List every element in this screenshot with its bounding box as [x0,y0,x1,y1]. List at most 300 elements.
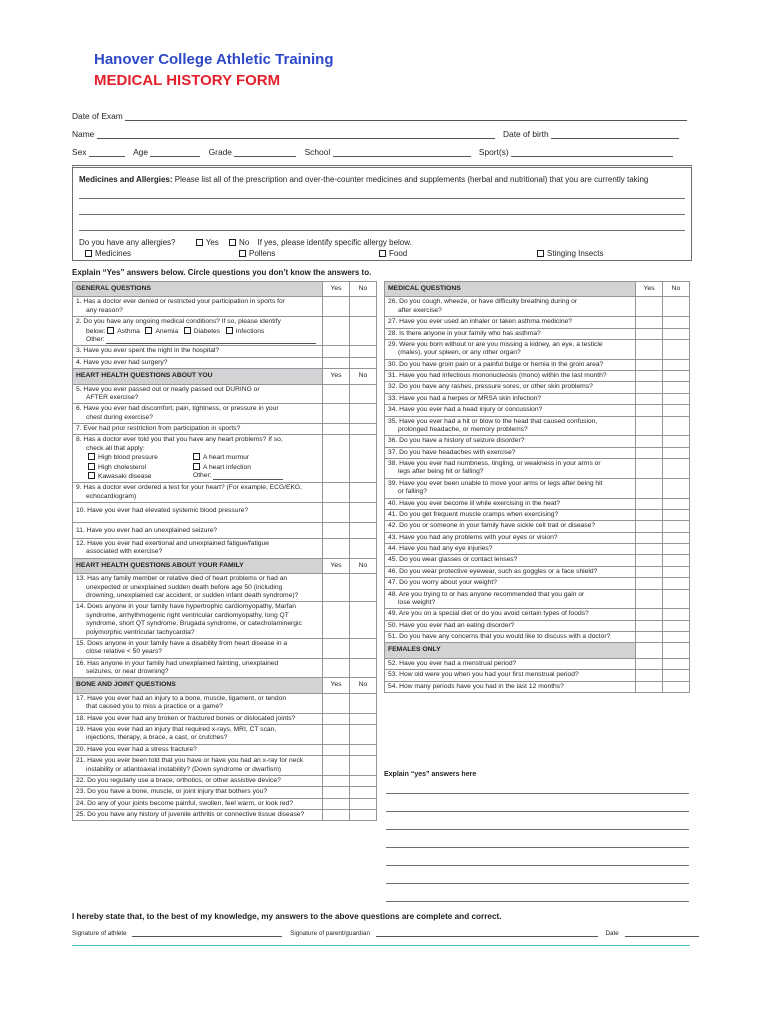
q6-text: 6. Have you ever had discomfort, pain, tightness, or pressure in your [76,405,279,413]
left-questions-table [72,281,377,821]
date-field[interactable] [625,930,699,937]
q54-no-cell[interactable] [663,681,690,692]
table-row [73,384,377,404]
answer-line-4[interactable] [386,847,689,848]
heart-infection-label: A heart infection [203,463,251,471]
grade-label: Grade [208,147,232,157]
table-row [385,382,690,393]
table-row [73,810,377,821]
q37-yes-cell[interactable] [636,447,663,458]
q25-yes-cell[interactable] [323,810,350,821]
q35-text: 35. Have you ever had a hit or blow to the head that caused confusion, [388,417,598,425]
q25-no-cell[interactable] [350,810,377,821]
q17-no-cell[interactable] [350,693,377,713]
q18-yes-cell[interactable] [323,713,350,724]
q16-text: 16. Has anyone in your family had unexplained fainting, unexplained [76,659,279,667]
q1-no-cell[interactable] [350,297,377,317]
q17-yes-cell[interactable] [323,693,350,713]
q45-no-cell[interactable] [663,555,690,566]
medical-no-header: No [663,282,690,297]
infections-label: Infections [235,327,265,335]
q9-no-cell[interactable] [350,483,377,503]
asthma-checkbox[interactable] [107,327,114,334]
q29-no-cell[interactable] [663,339,690,359]
sports-field[interactable] [511,148,673,157]
q39-text: 39. Have you ever been unable to move your arms or legs after being hit [388,479,603,487]
parent-signature-label: Signature of parent/guardian [290,930,370,937]
q19-yes-cell[interactable] [323,725,350,745]
athlete-signature-label: Signature of athlete [72,930,127,937]
q38-yes-cell[interactable] [636,459,663,479]
q32-yes-cell[interactable] [636,382,663,393]
q26-yes-cell[interactable] [636,297,663,317]
q26-no-cell[interactable] [663,297,690,317]
q10-yes-cell[interactable] [323,503,350,523]
family-header: HEART HEALTH QUESTIONS ABOUT YOUR FAMILY [73,558,323,573]
infections-checkbox[interactable] [226,327,233,334]
general-header: GENERAL QUESTIONS [73,282,323,297]
table-row [73,798,377,809]
q43-yes-cell[interactable] [636,532,663,543]
q40-text: 40. Have you ever become ill while exercising in the heat? [385,498,636,509]
q39-no-cell[interactable] [663,478,690,498]
q8-text-2: check all that apply: [86,444,145,452]
q1-text-2: any reason? [86,306,123,314]
bone-yes-header: Yes [323,678,350,693]
q51-yes-cell[interactable] [636,632,663,643]
kawasaki-label: Kawasaki disease [98,472,152,480]
q35-no-cell[interactable] [663,416,690,436]
q31-no-cell[interactable] [663,371,690,382]
q9-text: 9. Has a doctor ever ordered a test for your heart? (For example, ECG/EKG, [76,484,302,492]
no-header: No [350,282,377,297]
q39-text-2: or falling? [398,488,427,496]
q53-yes-cell[interactable] [636,670,663,681]
insects-checkbox[interactable] [537,250,544,257]
q42-yes-cell[interactable] [636,521,663,532]
q49-yes-cell[interactable] [636,609,663,620]
q29-yes-cell[interactable] [636,339,663,359]
q24-yes-cell[interactable] [323,798,350,809]
q5-no-cell[interactable] [350,384,377,404]
hbp-checkbox[interactable] [88,453,95,460]
medicines-line-2[interactable] [79,214,685,215]
q33-no-cell[interactable] [663,393,690,404]
allergy-no-checkbox[interactable] [229,239,236,246]
q5-text: 5. Have you ever passed out or nearly passed out DURING or [76,385,260,393]
q20-yes-cell[interactable] [323,744,350,755]
q33-yes-cell[interactable] [636,393,663,404]
medicines-checkbox[interactable] [85,250,92,257]
q29-text: 29. Were you born without or are you missing a kidney, an eye, a testicle [388,340,603,348]
q14-text-3: syndrome, short QT syndrome, Brugada syndrome, or catecholaminergic [86,620,302,628]
q9-yes-cell[interactable] [323,483,350,503]
name-label: Name [72,129,95,139]
age-field[interactable] [150,148,200,157]
q36-no-cell[interactable] [663,436,690,447]
q34-no-cell[interactable] [663,405,690,416]
dob-label: Date of birth [503,129,549,139]
answer-line-6[interactable] [386,883,689,884]
q33-text: 33. Have you had a herpes or MRSA skin infection? [385,393,636,404]
allergy-yes-checkbox[interactable] [196,239,203,246]
q12-text: 12. Have you ever had exertional and unexplained fatigue/fatigue [76,540,269,548]
q21-no-cell[interactable] [350,756,377,776]
table-row [385,681,690,692]
q13-yes-cell[interactable] [323,574,350,602]
q15-no-cell[interactable] [350,638,377,658]
q2-below: below: [86,327,106,335]
q50-yes-cell[interactable] [636,620,663,631]
table-row [385,521,690,532]
q5-yes-cell[interactable] [323,384,350,404]
table-row [73,317,377,346]
table-row [385,670,690,681]
q11-yes-cell[interactable] [323,523,350,539]
anemia-label: Anemia [155,327,179,335]
table-row [73,574,377,602]
q5-text-2: AFTER exercise? [86,393,139,401]
school-field[interactable] [333,148,471,157]
q31-yes-cell[interactable] [636,371,663,382]
parent-signature-field[interactable] [376,930,598,937]
q42-no-cell[interactable] [663,521,690,532]
q12-yes-cell[interactable] [323,539,350,559]
answer-line-1[interactable] [386,793,689,794]
females-no-header [663,643,690,658]
q23-yes-cell[interactable] [323,787,350,798]
q47-no-cell[interactable] [663,578,690,589]
q3-text: 3. Have you ever spent the night in the hospital? [73,346,323,357]
medicines-option: Medicines [95,249,132,258]
q41-text: 41. Do you get frequent muscle cramps when exercising? [385,509,636,520]
q1-text: 1. Has a doctor ever denied or restricted your participation in sports for [76,298,285,306]
q28-yes-cell[interactable] [636,328,663,339]
table-row [73,744,377,755]
q15-text-2: close relative < 50 years? [86,648,163,656]
q8-yes-cell[interactable] [323,435,350,483]
q19-no-cell[interactable] [350,725,377,745]
q48-text-2: lose weight? [398,598,436,606]
heart-infection-checkbox[interactable] [193,463,200,470]
q7-yes-cell[interactable] [323,424,350,435]
q36-yes-cell[interactable] [636,436,663,447]
answer-line-7[interactable] [386,901,689,902]
q16-yes-cell[interactable] [323,658,350,678]
cholesterol-checkbox[interactable] [88,463,95,470]
table-row [73,756,377,776]
q44-yes-cell[interactable] [636,544,663,555]
q6-yes-cell[interactable] [323,404,350,424]
q41-yes-cell[interactable] [636,509,663,520]
college-title: Hanover College Athletic Training [94,51,334,68]
table-row [385,405,690,416]
sex-field[interactable] [89,148,125,157]
q13-text: 13. Has any family member or relative died of heart problems or had an [76,575,288,583]
date-of-exam-row [72,111,687,121]
pollens-option: Pollens [249,249,276,258]
q34-yes-cell[interactable] [636,405,663,416]
q14-no-cell[interactable] [350,602,377,639]
heart-no-header: No [350,369,377,384]
q8-other-label: Other: [193,471,212,479]
q48-yes-cell[interactable] [636,589,663,609]
q19-text: 19. Have you ever had an injury that required x-rays, MRI, CT scan, [76,726,277,734]
q6-no-cell[interactable] [350,404,377,424]
q4-yes-cell[interactable] [323,357,350,368]
footer-rule [72,945,690,946]
answer-line-5[interactable] [386,865,689,866]
q46-no-cell[interactable] [663,566,690,577]
q39-yes-cell[interactable] [636,478,663,498]
q22-yes-cell[interactable] [323,775,350,786]
medicines-label: Medicines and Allergies: [79,175,173,184]
allergy-no-label: No [239,238,250,247]
q2-options [76,327,319,336]
medicines-line-3[interactable] [79,230,685,231]
q3-yes-cell[interactable] [323,346,350,357]
q48-no-cell[interactable] [663,589,690,609]
bone-no-header: No [350,678,377,693]
q24-text: 24. Do any of your joints become painful, swollen, feel warm, or look red? [73,798,323,809]
q27-no-cell[interactable] [663,317,690,328]
q12-no-cell[interactable] [350,539,377,559]
q41-no-cell[interactable] [663,509,690,520]
table-row [73,638,377,658]
dob-field[interactable] [551,130,679,139]
q23-no-cell[interactable] [350,787,377,798]
q52-text: 52. Have you ever had a menstrual period? [385,658,636,669]
name-row [72,129,679,139]
q2-no-cell[interactable] [350,317,377,346]
q21-yes-cell[interactable] [323,756,350,776]
age-label: Age [133,147,148,157]
q43-no-cell[interactable] [663,532,690,543]
q42-text: 42. Do you or someone in your family have sickle cell trait or disease? [385,521,636,532]
right-questions-table [384,281,690,693]
q50-no-cell[interactable] [663,620,690,631]
table-row [385,459,690,479]
heart-yes-header: Yes [323,369,350,384]
sex-label: Sex [72,147,87,157]
q26-text: 26. Do you cough, wheeze, or have difficulty breathing during or [388,298,578,306]
q1-yes-cell[interactable] [323,297,350,317]
q7-no-cell[interactable] [350,424,377,435]
q11-no-cell[interactable] [350,523,377,539]
q18-text: 18. Have you ever had any broken or fractured bones or dislocated joints? [73,713,323,724]
q44-no-cell[interactable] [663,544,690,555]
q20-text: 20. Have you ever had a stress fracture? [73,744,323,755]
q16-no-cell[interactable] [350,658,377,678]
q18-no-cell[interactable] [350,713,377,724]
name-field[interactable] [97,130,495,139]
q14-text-2: syndrome, arrhythmogenic right ventricular cardiomyopathy, long QT [86,611,289,619]
pollens-checkbox[interactable] [239,250,246,257]
table-row [385,498,690,509]
table-row [385,566,690,577]
kawasaki-checkbox[interactable] [88,472,95,479]
q22-no-cell[interactable] [350,775,377,786]
q40-yes-cell[interactable] [636,498,663,509]
q9-text-2: echocardiogram) [86,492,137,500]
table-row [73,602,377,639]
q4-text: 4. Have you ever had surgery? [73,357,323,368]
asthma-label: Asthma [117,327,140,335]
allergy-if-yes: If yes, please identify specific allergy below. [257,238,412,247]
q31-text: 31. Have you had infectious mononucleosis (mono) within the last month? [385,371,636,382]
q46-yes-cell[interactable] [636,566,663,577]
table-row [73,297,377,317]
hbp-label: High blood pressure [98,454,158,462]
table-row [385,339,690,359]
q54-text: 54. How many periods have you had in the last 12 months? [385,681,636,692]
q50-text: 50. Have you ever had an eating disorder? [385,620,636,631]
table-row [73,424,377,435]
table-row [385,297,690,317]
family-yes-header: Yes [323,558,350,573]
q25-text: 25. Do you have any history of juvenile arthritis or connective tissue disease? [73,810,323,821]
q2-yes-cell[interactable] [323,317,350,346]
murmur-label: A heart murmur [203,454,250,462]
q51-no-cell[interactable] [663,632,690,643]
table-row [73,725,377,745]
family-no-header: No [350,558,377,573]
grade-field[interactable] [234,148,296,157]
q24-no-cell[interactable] [350,798,377,809]
q3-no-cell[interactable] [350,346,377,357]
sports-label: Sport(s) [478,147,509,157]
q30-yes-cell[interactable] [636,359,663,370]
form-title: MEDICAL HISTORY FORM [94,72,281,89]
q52-no-cell[interactable] [663,658,690,669]
food-option: Food [389,249,408,258]
yes-header: Yes [323,282,350,297]
q29-text-2: (males), your spleen, or any other organ? [398,349,521,357]
q37-no-cell[interactable] [663,447,690,458]
q47-text: 47. Do you worry about your weight? [385,578,636,589]
q54-yes-cell[interactable] [636,681,663,692]
table-row [73,658,377,678]
table-row [385,532,690,543]
q14-yes-cell[interactable] [323,602,350,639]
table-row [73,787,377,798]
q36-text: 36. Do you have a history of seizure disorder? [385,436,636,447]
medicines-text: Please list all of the prescription and over-the-counter medicines and supplements (herbal and nutritional) that you are currently taking [174,175,649,184]
q14-text: 14. Does anyone in your family have hypertrophic cardiomyopathy, Marfan [76,603,296,611]
attestation-statement: I hereby state that, to the best of my knowledge, my answers to the above questions are complete and correct. [72,912,502,921]
q8-other-field[interactable] [213,473,283,480]
q46-text: 46. Do you wear protective eyewear, such as goggles or a face shield? [385,566,636,577]
q22-text: 22. Do you regularly use a brace, orthotics, or other assistive device? [73,775,323,786]
q48-text: 48. Are you trying to or has anyone recommended that you gain or [388,590,585,598]
q2-other-field[interactable] [106,337,316,344]
table-row [385,328,690,339]
table-row [385,544,690,555]
q13-no-cell[interactable] [350,574,377,602]
table-row [73,775,377,786]
q17-text-2: that caused you to miss a practice or a game? [86,703,223,711]
q27-yes-cell[interactable] [636,317,663,328]
q8-no-cell[interactable] [350,435,377,483]
medicines-line-1[interactable] [79,198,685,199]
table-row [73,483,377,503]
q15-yes-cell[interactable] [323,638,350,658]
medical-yes-header: Yes [636,282,663,297]
q52-yes-cell[interactable] [636,658,663,669]
explain-instructions: Explain “Yes” answers below. Circle questions you don’t know the answers to. [72,268,372,277]
table-row [385,578,690,589]
q45-text: 45. Do you wear glasses or contact lenses? [385,555,636,566]
allergy-question-row [79,238,412,247]
q53-no-cell[interactable] [663,670,690,681]
q8-options [76,453,319,481]
q28-no-cell[interactable] [663,328,690,339]
q51-text: 51. Do you have any concerns that you would like to discuss with a doctor? [385,632,636,643]
table-row [385,447,690,458]
q14-text-4: polymorphic ventricular tachycardia? [86,628,195,636]
answer-line-2[interactable] [386,811,689,812]
q40-no-cell[interactable] [663,498,690,509]
table-row [73,523,377,539]
date-of-exam-field[interactable] [125,112,687,121]
table-row [385,589,690,609]
sex-row [72,147,673,157]
insects-option: Stinging Insects [547,249,604,258]
q30-no-cell[interactable] [663,359,690,370]
q35-text-2: prolonged headache, or memory problems? [398,425,528,433]
allergy-question: Do you have any allergies? [79,238,176,247]
table-row [385,509,690,520]
q49-no-cell[interactable] [663,609,690,620]
q13-text-2: unexpected or unexplained sudden death before age 50 (including [86,583,283,591]
q32-no-cell[interactable] [663,382,690,393]
q47-yes-cell[interactable] [636,578,663,589]
q4-no-cell[interactable] [350,357,377,368]
q19-text-2: injections, therapy, a brace, a cast, or crutches? [86,734,228,742]
medicines-heading [79,175,648,184]
date-label: Date [605,930,619,937]
food-checkbox[interactable] [379,250,386,257]
q10-no-cell[interactable] [350,503,377,523]
q35-yes-cell[interactable] [636,416,663,436]
table-row [385,632,690,643]
bone-header: BONE AND JOINT QUESTIONS [73,678,323,693]
q2-other-label: Other: [86,335,105,343]
q15-text: 15. Does anyone in your family have a disability from heart disease in a [76,639,288,647]
q34-text: 34. Have you ever had a head injury or concussion? [385,405,636,416]
table-row [385,436,690,447]
table-row [73,357,377,368]
q38-no-cell[interactable] [663,459,690,479]
q27-text: 27. Have you ever used an inhaler or taken asthma medicine? [385,317,636,328]
q45-yes-cell[interactable] [636,555,663,566]
females-yes-header [636,643,663,658]
q26-text-2: after exercise? [398,306,442,314]
anemia-checkbox[interactable] [145,327,152,334]
q53-text: 53. How old were you when you had your first menstrual period? [385,670,636,681]
diabetes-checkbox[interactable] [184,327,191,334]
answer-line-3[interactable] [386,829,689,830]
females-header: FEMALES ONLY [385,643,636,658]
athlete-signature-field[interactable] [132,930,282,937]
q43-text: 43. Have you had any problems with your eyes or vision? [385,532,636,543]
q20-no-cell[interactable] [350,744,377,755]
q2-text: 2. Do you have any ongoing medical conditions? If so, please identify [76,318,281,326]
q6-text-2: chest during exercise? [86,413,153,421]
murmur-checkbox[interactable] [193,453,200,460]
table-row [73,346,377,357]
table-row [73,503,377,523]
